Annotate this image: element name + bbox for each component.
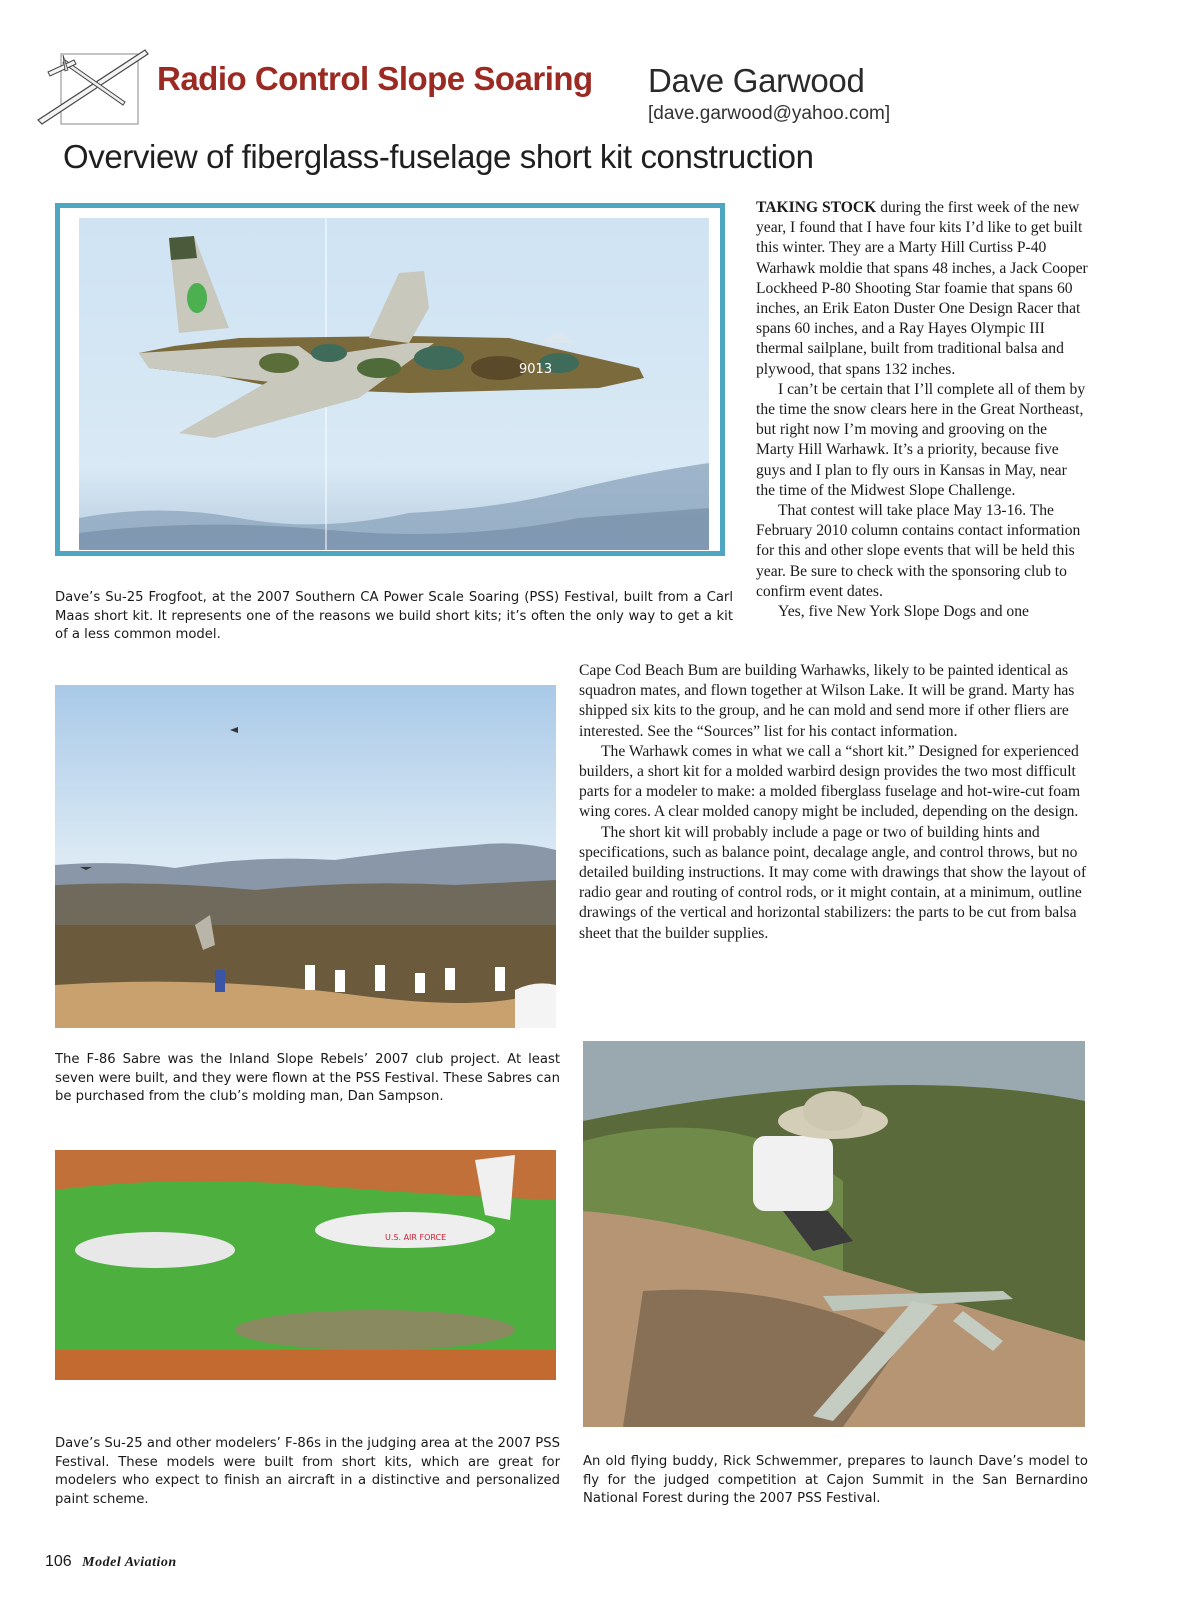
lead-in: TAKING STOCK (756, 199, 877, 216)
author-email[interactable]: [dave.garwood@yahoo.com] (648, 103, 891, 124)
judging-area-photo (55, 1150, 556, 1380)
magazine-name: Model Aviation (82, 1555, 177, 1570)
glider-logo-icon (30, 40, 150, 130)
article-column-right (756, 198, 1088, 622)
paragraph: I can’t be certain that I’ll complete all of them by the time the snow clears here in the Great Northeast, but right now I’m moving and grooving on the Marty Hill Warhawk. It’s a priority, because five guys and I plan to fly ours in Kansas in May, near the time of the Midwest Slope Challenge. (756, 380, 1086, 499)
f86-hillside-photo (55, 685, 556, 1028)
paragraph: The short kit will probably include a page or two of building hints and specifications, such as balance point, decalage angle, and control throws, but no detailed building instructions. It may come with drawings that show the layout of radio gear and routing of control rods, or it might contain, at a minimum, outline drawings of the vertical and horizontal stabilizers: the parts to be cut from balsa sheet that the builder supplies. (579, 823, 1087, 942)
article-column-wide (579, 661, 1088, 944)
column-title: Radio Control Slope Soaring (157, 60, 593, 97)
page-footer (45, 1553, 177, 1571)
svg-text:9013: 9013 (519, 362, 553, 377)
photo-caption: Dave’s Su-25 and other modelers’ F-86s in the judging area at the 2007 PSS Festival. These models were built from short kits, which are great for modelers who expect to finish an aircraft in a distinctive and personalized paint scheme. (55, 1436, 560, 1507)
photo-caption: The F-86 Sabre was the Inland Slope Rebels’ 2007 club project. At least seven were built, and they were flown at the PSS Festival. These Sabres can be purchased from the club’s molding man, Dan Sampson. (55, 1052, 560, 1104)
paragraph: Cape Cod Beach Bum are building Warhawks, likely to be painted identical as squadron mates, and flown together at Wilson Lake. It will be grand. Marty has shipped six kits to the group, and he can mold and send more if other fliers are interested. See the “Sources” list for his contact information. (579, 662, 1075, 740)
photo-caption: Dave’s Su-25 Frogfoot, at the 2007 Southern CA Power Scale Soaring (PSS) Festival, built from a Carl Maas short kit. It represents one of the reasons we build short kits; it’s often the only way to get a kit of a less common model. (55, 590, 733, 642)
paragraph: Yes, five New York Slope Dogs and one (778, 603, 1029, 621)
rick-launch-photo (583, 1041, 1085, 1427)
page-number: 106 (45, 1553, 72, 1570)
author-name: Dave Garwood (648, 62, 865, 99)
paragraph: The Warhawk comes in what we call a “short kit.” Designed for experienced builders, a short kit for a molded warbird design provides the two most difficult parts for a modeler to make: a molded fiberglass fuselage and hot-wire-cut foam wing cores. A clear molded canopy might be included, depending on the design. (579, 742, 1081, 821)
paragraph: That contest will take place May 13-16. The February 2010 column contains contact information for this and other slope events that will be held this year. Be sure to check with the sponsoring club to confirm event dates. (756, 502, 1081, 600)
su25-flying-photo (79, 218, 709, 550)
svg-text:U.S. AIR FORCE: U.S. AIR FORCE (385, 1233, 447, 1242)
photo-caption: An old flying buddy, Rick Schwemmer, prepares to launch Dave’s model to fly for the judged competition at Cajon Summit in the San Bernardino National Forest during the 2007 PSS Festival. (583, 1454, 1088, 1506)
paragraph: during the first week of the new year, I found that I have four kits I’d like to get built this winter. They are a Marty Hill Curtiss P-40 Warhawk moldie that spans 48 inches, a Jack Cooper Lockheed P-80 Shooting Star foamie that spans 60 inches, an Erik Eaton Duster One Design Racer that spans 60 inches, and a Ray Hayes Olympic III thermal sailplane, built from traditional balsa and plywood, that spans 132 inches. (756, 199, 1088, 378)
article-subtitle: Overview of fiberglass-fuselage short kit construction (63, 138, 814, 175)
